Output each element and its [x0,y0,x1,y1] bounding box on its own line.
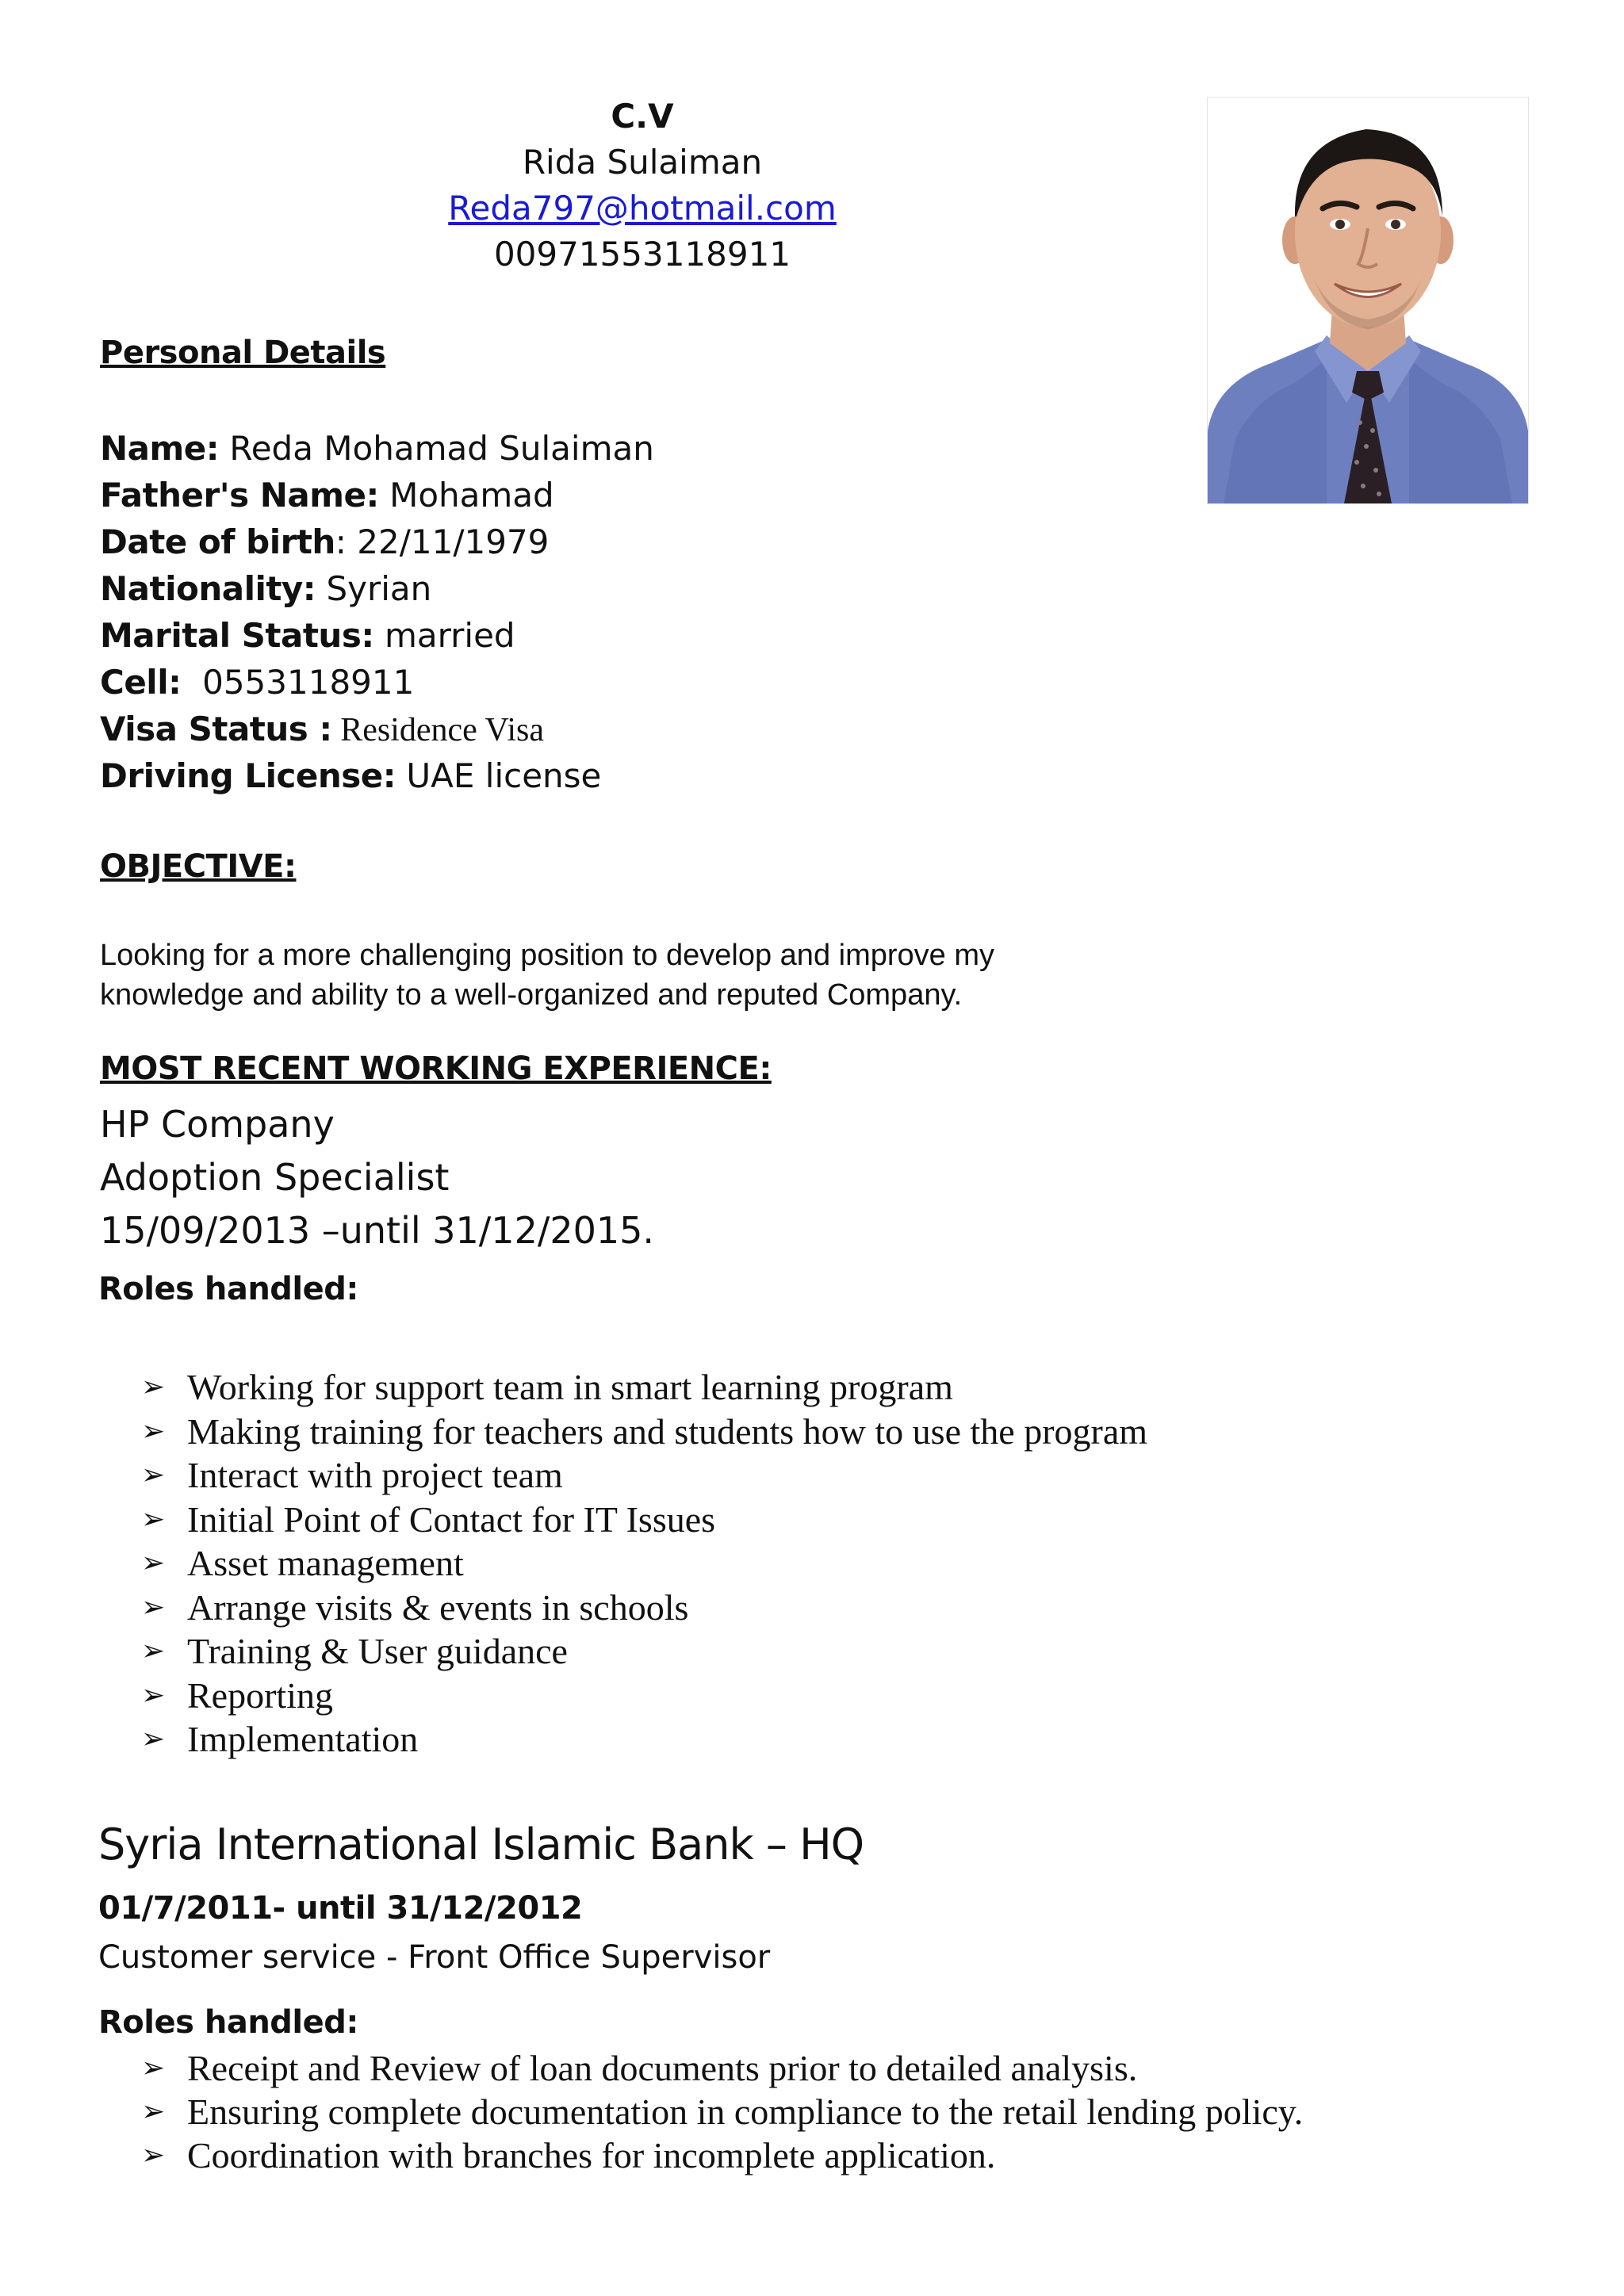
job-company: HP Company [100,1103,335,1146]
detail-label: Name: [100,429,220,468]
list-item: ➢ Interact with project team [141,1453,1147,1498]
arrow-bullet-icon: ➢ [141,2095,166,2128]
detail-row-cell [100,659,654,706]
arrow-bullet-icon: ➢ [141,2139,166,2172]
email-link[interactable]: Reda797@hotmail.com [448,189,837,228]
arrow-bullet-icon: ➢ [141,2052,166,2084]
detail-row-father-name [100,472,654,519]
list-item: ➢ Implementation [141,1717,1147,1762]
roles-handled-label: Roles handled: [98,1271,358,1307]
list-item: ➢ Working for support team in smart learning program [141,1365,1147,1410]
job-position: Adoption Specialist [100,1156,450,1199]
arrow-bullet-icon: ➢ [141,1635,166,1667]
arrow-bullet-icon: ➢ [141,1459,166,1491]
roles-list [141,2046,1303,2177]
detail-row-driving-license [100,752,654,799]
objective-text [100,936,1147,1015]
detail-label: Father's Name: [100,476,379,515]
job-company: Syria International Islamic Bank – HQ [98,1820,864,1869]
objective-line: Looking for a more challenging position to develop and improve my [100,939,994,972]
job-hp [100,1098,654,1257]
detail-value: married [373,616,515,655]
list-item: ➢ Reporting [141,1674,1147,1718]
roles-handled-label: Roles handled: [98,2004,358,2041]
cv-header [341,94,944,277]
arrow-bullet-icon: ➢ [141,1678,166,1712]
detail-value: Residence Visa [331,712,545,748]
list-item: ➢ Receipt and Review of loan documents prior to detailed analysis. [141,2048,1138,2088]
phone-number: 00971553118911 [493,235,791,274]
arrow-bullet-icon: ➢ [141,1371,166,1403]
detail-label: Date of birth [100,522,335,561]
cv-title: C.V [611,97,674,136]
detail-value: 0553118911 [181,663,415,702]
detail-value: : 22/11/1979 [335,522,550,561]
detail-label: Visa Status : [100,710,332,748]
job-dates: 01/7/2011- until 31/12/2012 [98,1890,583,1927]
arrow-bullet-icon: ➢ [141,1547,166,1579]
detail-label: Nationality: [100,569,316,608]
list-item: ➢ Ensuring complete documentation in compliance to the retail lending policy. [141,2091,1304,2132]
detail-row-name [100,425,654,472]
detail-row-visa-status [100,706,654,752]
arrow-bullet-icon: ➢ [141,1502,166,1536]
objective-line: knowledge and ability to a well-organized and reputed Company. [100,978,963,1012]
candidate-name: Rida Sulaiman [522,143,763,182]
personal-details-list [100,425,654,799]
detail-value: Mohamad [378,476,554,515]
profile-photo [1207,97,1529,504]
list-item: ➢ Arrange visits & events in schools [141,1586,1147,1630]
detail-row-date-of-birth [100,519,654,565]
experience-heading: MOST RECENT WORKING EXPERIENCE: [100,1050,772,1087]
personal-details-heading: Personal Details [100,335,386,371]
portrait-illustration [1208,98,1528,503]
roles-list [141,1365,1147,1762]
detail-label: Cell: [100,663,182,702]
detail-label: Marital Status: [100,616,374,655]
list-item: ➢ Making training for teachers and students how to use the program [141,1410,1147,1454]
detail-label: Driving License: [100,756,396,795]
job-position: Customer service - Front Office Supervisor [98,1939,771,1976]
list-item: ➢ Asset management [141,1541,1147,1586]
list-item: ➢ Initial Point of Contact for IT Issues [141,1498,1147,1542]
detail-row-nationality [100,565,654,612]
arrow-bullet-icon: ➢ [141,1414,166,1448]
objective-heading: OBJECTIVE: [100,848,297,885]
detail-value: UAE license [396,756,602,795]
job-dates: 15/09/2013 –until 31/12/2015. [100,1209,655,1252]
detail-value: Syrian [316,569,432,608]
list-item: ➢ Coordination with branches for incomplete application. [141,2135,996,2175]
detail-value: Reda Mohamad Sulaiman [219,429,654,468]
list-item: ➢ Training & User guidance [141,1629,1147,1674]
arrow-bullet-icon: ➢ [141,1590,166,1624]
arrow-bullet-icon: ➢ [141,1723,166,1755]
detail-row-marital-status [100,612,654,659]
